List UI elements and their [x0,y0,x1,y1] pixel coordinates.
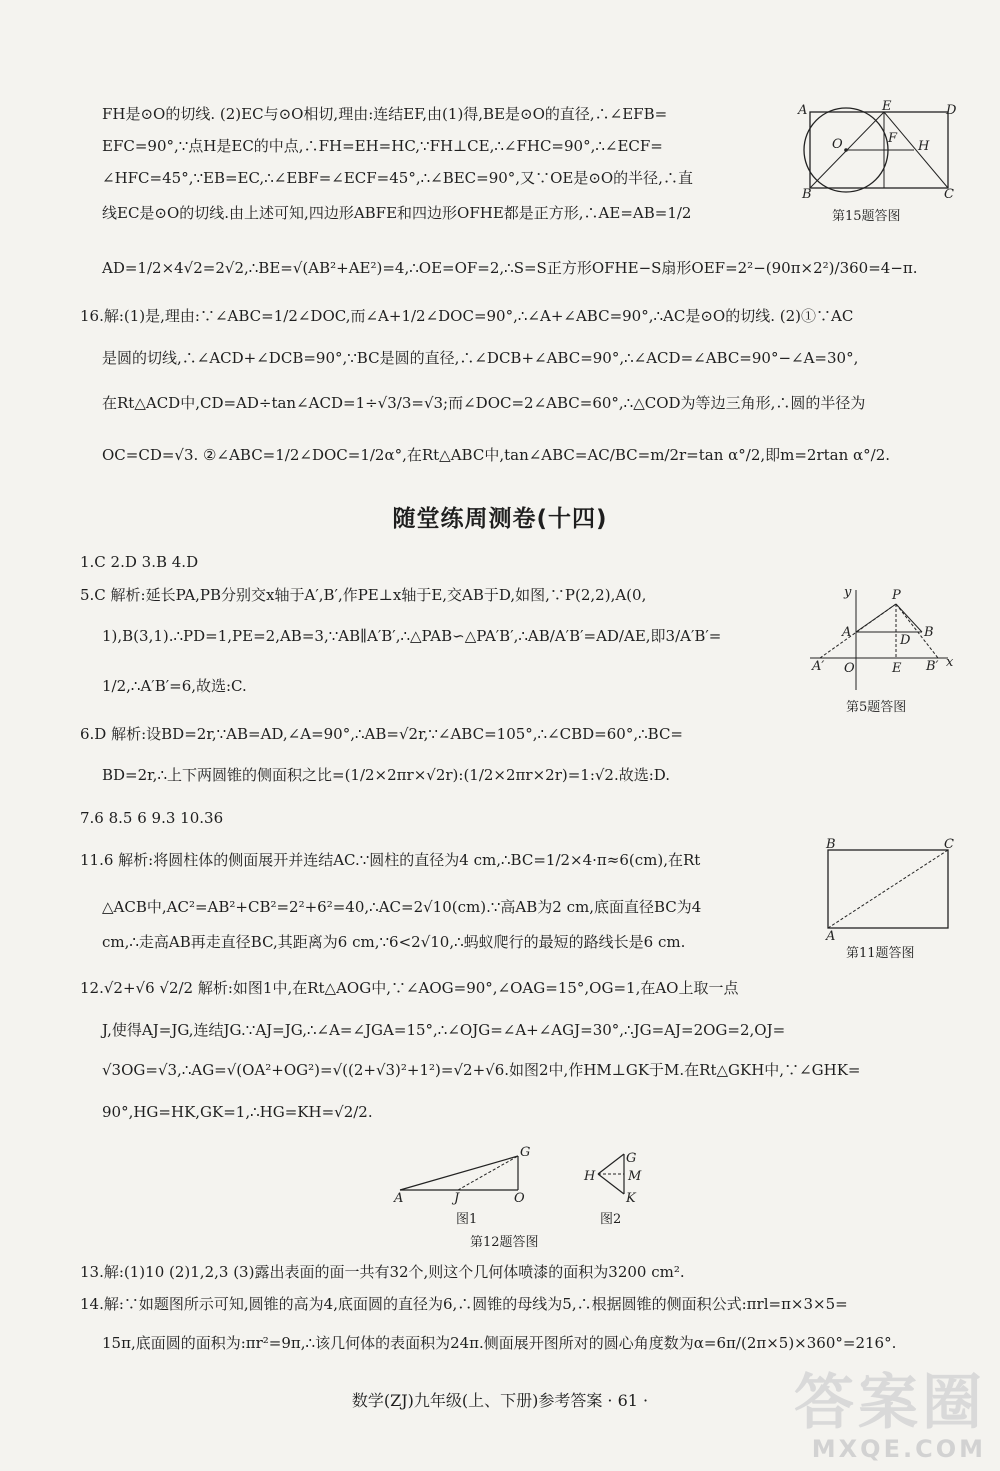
label: y [844,585,852,600]
figure-5 [808,584,958,694]
label: B′ [926,659,939,674]
label: B [802,187,812,202]
answer-line: 12.√2+√6 √2/2 解析:如图1中,在Rt△AOG中,∵∠AOG=90°,∠OAG=15°,OG=1,在AO上取一点 [80,979,739,997]
label: E [892,661,902,676]
answer-line: 线EC是⊙O的切线.由上述可知,四边形ABFE和四边形OFHE都是正方形,∴AE=AB=1/2 [102,204,692,222]
label: A [394,1191,404,1206]
watermark-url: MXQE.COM [811,1435,986,1463]
label: B [826,837,836,852]
answer-line: 13.解:(1)10 (2)1,2,3 (3)露出表面的面一共有32个,则这个几何体喷漆的面积为3200 cm². [80,1263,685,1281]
answer-line: 11.6 解析:将圆柱体的侧面展开并连结AC.∵圆柱的直径为4 cm,∴BC=1/2×4·π≈6(cm),在Rt [80,851,701,869]
label: O [832,137,843,152]
figure-caption: 图1 [456,1212,478,1227]
figure-caption: 第12题答图 [470,1235,539,1250]
answer-line: FH是⊙O的切线. (2)EC与⊙O相切,理由:连结EF,由(1)得,BE是⊙O的直径,∴∠EFB= [102,105,668,123]
answer-line: 是圆的切线,∴∠ACD+∠DCB=90°,∵BC是圆的直径,∴∠DCB+∠ABC=90°,∴∠ACD=∠ABC=90°−∠A=30°, [102,349,859,367]
label: D [900,633,911,648]
answer-line: △ACB中,AC²=AB²+CB²=2²+6²=40,∴AC=2√10(cm).∵高AB为2 cm,底面直径BC为4 [102,898,702,916]
label: P [892,588,901,603]
answer-line: cm,∴走高AB再走直径BC,其距离为6 cm,∵6<2√10,∴蚂蚁爬行的最短的路线长是6 cm. [102,933,686,951]
figure-11 [822,836,962,940]
page-footer: 数学(ZJ)九年级(上、下册)参考答案 · 61 · [351,1391,649,1410]
figure-caption: 第5题答图 [846,700,907,715]
label: H [918,139,930,154]
answer-line: 16.解:(1)是,理由:∵∠ABC=1/2∠DOC,而∠A+1/2∠DOC=90°,∴∠A+∠ABC=90°,∴AC是⊙O的切线. (2)①∵AC [80,307,854,325]
label: K [626,1191,636,1206]
label: x [946,655,954,670]
figure-12-2 [578,1140,648,1210]
answer-line: OC=CD=√3. ②∠ABC=1/2∠DOC=1/2α°,在Rt△ABC中,tan∠ABC=AC/BC=m/2r=tan α°/2,即m=2rtan α°/2. [102,446,891,464]
label: A [826,929,836,940]
figure-15 [796,100,956,210]
answer-line: 90°,HG=HK,GK=1,∴HG=KH=√2/2. [102,1103,373,1121]
answer-line: √3OG=√3,∴AG=√(OA²+OG²)=√((2+√3)²+1²)=√2+√6.如图2中,作HM⊥GK于M.在Rt△GKH中,∵∠GHK= [102,1061,861,1079]
figure-caption: 图2 [600,1212,622,1227]
section-title: 随堂练周测卷(十四) [392,506,608,532]
label: D [946,103,956,118]
label: E [882,100,892,114]
answer-line: 14.解:∵如题图所示可知,圆锥的高为4,底面圆的直径为6,∴圆锥的母线为5,∴根据圆锥的侧面积公式:πrl=π×3×5= [80,1295,848,1313]
answer-line: EFC=90°,∵点H是EC的中点,∴FH=EH=HC,∵FH⊥CE,∴∠FHC=90°,∴∠ECF= [102,137,663,155]
answer-line: 1.C 2.D 3.B 4.D [80,553,199,571]
label: M [628,1169,642,1184]
label: O [844,661,855,676]
label: H [584,1169,596,1184]
answer-line: AD=1/2×4√2=2√2,∴BE=√(AB²+AE²)=4,∴OE=OF=2,∴S=S正方形OFHE−S扇形OEF=2²−(90π×2²)/360=4−π. [102,259,918,277]
label: C [944,837,954,852]
answer-line: 6.D 解析:设BD=2r,∵AB=AD,∠A=90°,∴AB=√2r,∵∠ABC=105°,∴∠CBD=60°,∴BC= [80,725,683,743]
answer-line: 1),B(3,1).∴PD=1,PE=2,AB=3,∵AB∥A′B′,∴△PAB∽△PA′B′,∴AB/A′B′=AD/AE,即3/A′B′= [102,627,722,645]
label: B [924,625,934,640]
answer-line: 在Rt△ACD中,CD=AD÷tan∠ACD=1÷√3/3=√3;而∠DOC=2∠ABC=60°,∴△COD为等边三角形,∴圆的半径为 [102,394,866,412]
watermark-title: 答案圈 [794,1368,986,1438]
answer-line: BD=2r,∴上下两圆锥的侧面积之比=(1/2×2πr×√2r):(1/2×2πr×2r)=1:√2.故选:D. [102,766,671,784]
label: A [842,625,852,640]
label: G [520,1145,531,1160]
label: O [514,1191,525,1206]
answer-line: 5.C 解析:延长PA,PB分别交x轴于A′,B′,作PE⊥x轴于E,交AB于D,如图,∵P(2,2),A(0, [80,586,647,604]
watermark [794,1368,986,1463]
answer-line: J,使得AJ=JG,连结JG.∵AJ=JG,∴∠A=∠JGA=15°,∴∠OJG=∠A+∠AGJ=30°,∴JG=AJ=2OG=2,OJ= [102,1021,786,1039]
answer-line: 1/2,∴A′B′=6,故选:C. [102,677,247,695]
label: J [454,1191,460,1206]
label: G [626,1151,637,1166]
answer-line: 7.6 8.5 6 9.3 10.36 [80,809,224,827]
label: F [888,131,898,146]
figure-caption: 第15题答图 [832,209,901,224]
label: C [944,187,954,202]
label: A′ [812,659,825,674]
figure-caption: 第11题答图 [846,946,915,961]
label: A [798,103,808,118]
answer-line: ∠HFC=45°,∵EB=EC,∴∠EBF=∠ECF=45°,∴∠BEC=90°,又∵OE是⊙O的半径,∴直 [102,169,693,187]
answer-line: 15π,底面圆的面积为:πr²=9π,∴该几何体的表面积为24π.侧面展开图所对的圆心角度数为α=6π/(2π×5)×360°=216°. [102,1334,897,1352]
